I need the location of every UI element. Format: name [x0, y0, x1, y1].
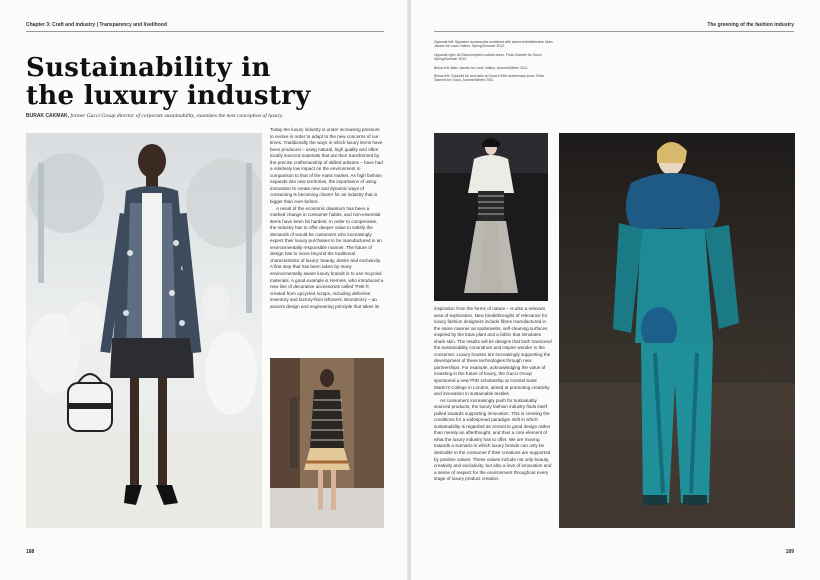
page-number-right: 189 — [785, 549, 794, 555]
title-line-2: the luxury industry — [26, 81, 311, 111]
author-description: former Gucci Group director of corporate sustainability, examines the next conception of luxury. — [70, 113, 284, 119]
paragraph: inspiration from the forms of nature – is also a relevant area of exploration. New breakthroughs of relevance for luxury fashion designers include fibres manufactured in the same manner as spiderwebs, self-cleaning surfaces inspired by the lotus plant and a fabric that simulates shark skin. The results will be designs that both transcend the sustainability conundrum and inspire wonder in the consumer. Luxury houses are increasingly supporting the development of these technologies through new partnerships. For example, acknowledging the value of investing in the future of luxury, the Gucci Group sponsored a new PhD scholarship at Central Saint Martin's College in London, aimed at promoting creativity and innovation in sustainable textiles. — [434, 306, 552, 397]
running-header-right: The greening of the fashion industry — [707, 22, 794, 28]
runway-photo-gucci-teal — [559, 133, 795, 528]
running-header-left: Chapter 3: Craft and industry | Transparency and livelihood — [26, 22, 167, 28]
header-rule-right — [434, 31, 794, 32]
body-column-1 — [270, 127, 384, 310]
paragraph: Today the luxury industry is under increasing pressure to evolve in order to adapt to the new concerns of our times. Traditionally the ways in which luxury items have been produced – using natural, high quality and often locally sourced materials that are then transformed by the precise craftsmanship of skilled artisans – have had a relatively low impact on the environment in comparison to that of the mass market. As high fashion expands into new territories, the importance of using innovation to create new and dynamic ways of consuming is becoming clearer for an industry that is bigger than ever before. — [270, 127, 383, 205]
caption: Below left: Colourful fur and satin at Gucci's 90th anniversary show. Frida Giannini for Gucci, Autumn/Winter 2011. — [434, 74, 544, 83]
runway-photo-louis-vuitton — [26, 133, 262, 528]
paragraph: A result of the economic downturn has been a marked change in consumer habits, and non-essential items have been hit hardest. In order to compensate, the industry has to offer deeper value to satisfy the demands of would-be customers who increasingly expect their luxury purchases to be manufactured in an environmentally responsible manner. The future of design has to move beyond the traditional characteristics of luxury: beauty, desire and exclusivity. A first step that has been taken by many environmentally aware luxury brands is to use recycled materials. A good example is Hermès, who introduced a new line of decorative accessories called 'Petit h', created from upcycled scraps, including defective inventory and factory-floor leftovers. Biomimicry – an ancient design and engineering principle that takes its — [270, 205, 384, 309]
author-name: BURAK CAKMAK, — [26, 113, 70, 119]
page-number-left: 188 — [26, 549, 35, 555]
runway-photo-louis-vuitton-aw — [434, 133, 548, 301]
paragraph: As consumers increasingly push for sustainably sourced products, the luxury fashion industry finds itself pulled towards supporting innovation. This is creating the conditions for a widespread paradigm shift in which sustainability is regarded as central to good design rather than merely an afterthought, and thus a core element of what the luxury industry has to offer. We are moving towards a scenario in which luxury brands can only be desirable to the consumer if their creations are supported by positive values. These values include not only beauty, creativity and exclusivity, but also a love of innovation and a sense of respect for the environment throughout every stage of luxury product creation. — [434, 397, 552, 482]
article-title — [26, 54, 326, 110]
left-page — [0, 0, 409, 580]
title-line-1: Sustainability in — [26, 53, 271, 83]
header-rule-left — [26, 31, 384, 32]
caption: Opposite right: All Stars-inspired cocktail dress, Frida Giannini for Gucci, Spring/Summer 2012. — [434, 52, 543, 62]
caption: Below left: Marc Jacobs for Louis Vuitton, Autumn/Winter 2011. — [434, 65, 529, 70]
runway-photo-gucci-dress — [270, 358, 384, 528]
byline — [26, 113, 286, 119]
body-column-2 — [434, 306, 552, 483]
photo-captions — [434, 40, 554, 87]
caption: Opposite left: Signature accessories combined with sweet embellishment. Marc Jacobs for Louis Vuitton, Spring/Summer 2012. — [434, 40, 553, 49]
